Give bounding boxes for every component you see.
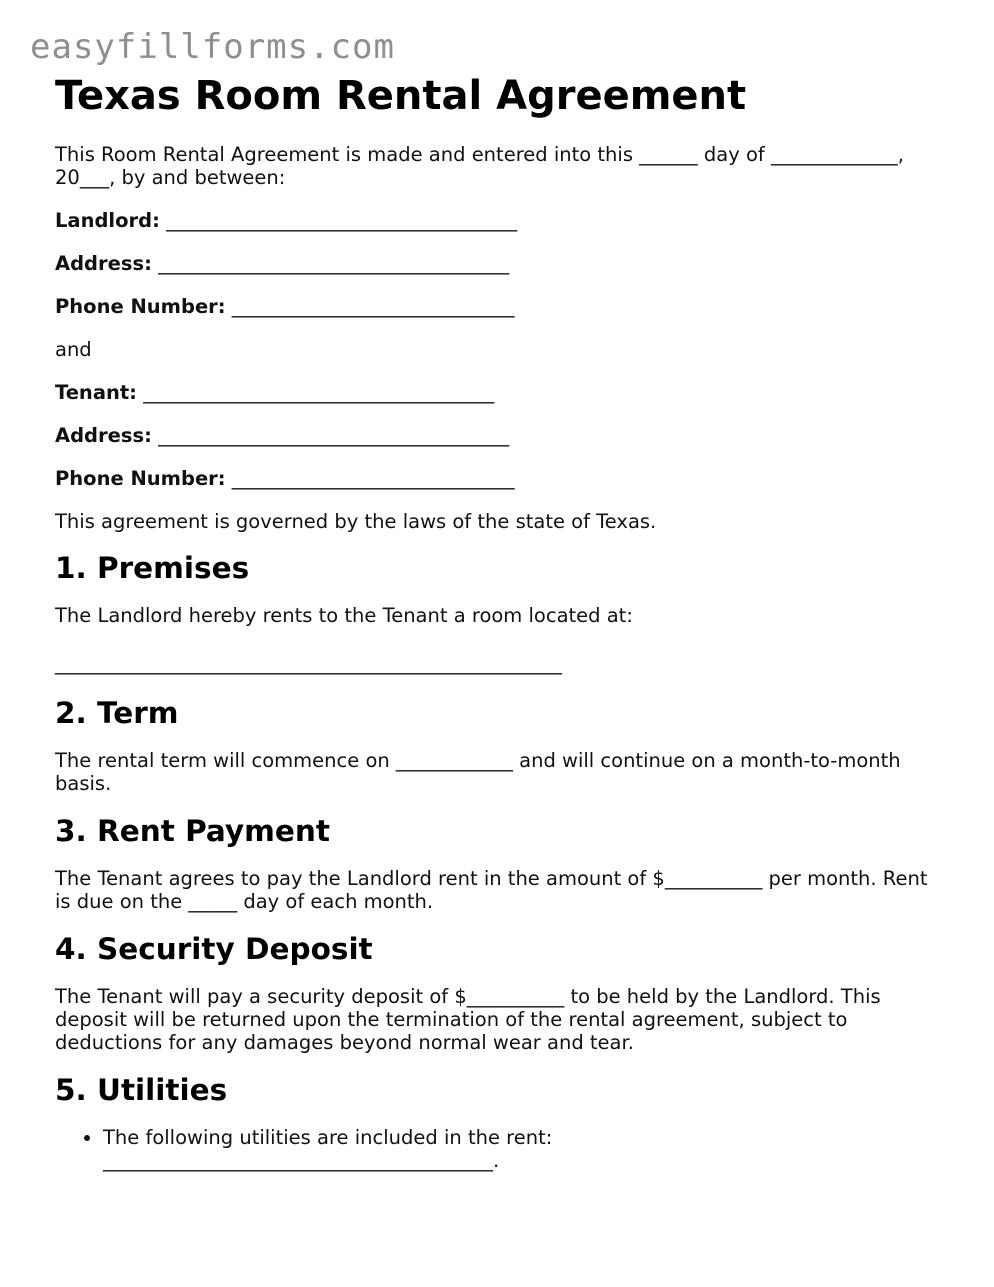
- and-text: and: [55, 338, 92, 361]
- deposit-text: The Tenant will pay a security deposit of $__________ to be held by the Landlord. This deposit will be returned upon the termination of the rental agreement, subject to deductions for any damages beyond normal wear and tear.: [55, 985, 881, 1054]
- rent-text: The Tenant agrees to pay the Landlord rent in the amount of $__________ per month. Rent is due on the _____ day of each month.: [55, 867, 928, 913]
- premises-heading: 1. Premises: [55, 551, 250, 585]
- landlord-address-blank[interactable]: ____________________________________: [158, 252, 510, 275]
- tenant-name-field: [55, 381, 935, 404]
- governing-law-text: This agreement is governed by the laws of the state of Texas.: [55, 510, 657, 533]
- tenant-phone-blank[interactable]: _____________________________: [231, 467, 515, 490]
- premises-text: The Landlord hereby rents to the Tenant a room located at:: [55, 604, 633, 627]
- utilities-list: [55, 1126, 935, 1172]
- tenant-address-field: [55, 424, 935, 447]
- tenant-phone-label: Phone Number:: [55, 467, 226, 490]
- tenant-name-label: Tenant:: [55, 381, 137, 404]
- tenant-phone-field: [55, 467, 935, 490]
- utilities-heading: 5. Utilities: [55, 1073, 228, 1107]
- utilities-list-item: • The following utilities are included in the rent: ________________________________________.: [103, 1126, 935, 1172]
- tenant-name-blank[interactable]: ____________________________________: [143, 381, 495, 404]
- deposit-heading: 4. Security Deposit: [55, 932, 373, 966]
- landlord-name-field: [55, 209, 935, 232]
- landlord-phone-label: Phone Number:: [55, 295, 226, 318]
- watermark: easyfillforms.com: [30, 27, 395, 67]
- term-heading: 2. Term: [55, 696, 179, 730]
- landlord-name-blank[interactable]: ____________________________________: [166, 209, 518, 232]
- landlord-phone-field: [55, 295, 935, 318]
- tenant-address-blank[interactable]: ____________________________________: [158, 424, 510, 447]
- landlord-address-label: Address:: [55, 252, 152, 275]
- tenant-address-label: Address:: [55, 424, 152, 447]
- document-page: [55, 72, 935, 1172]
- intro-paragraph: This Room Rental Agreement is made and entered into this ______ day of _____________, 20___, by and between:: [55, 143, 904, 189]
- landlord-phone-blank[interactable]: _____________________________: [231, 295, 515, 318]
- landlord-name-label: Landlord:: [55, 209, 160, 232]
- term-text: The rental term will commence on ____________ and will continue on a month-to-month basis.: [55, 749, 901, 795]
- document-title: Texas Room Rental Agreement: [55, 73, 747, 119]
- rent-heading: 3. Rent Payment: [55, 814, 331, 848]
- landlord-address-field: [55, 252, 935, 275]
- premises-address-blank[interactable]: ____________________________________________________: [55, 652, 562, 675]
